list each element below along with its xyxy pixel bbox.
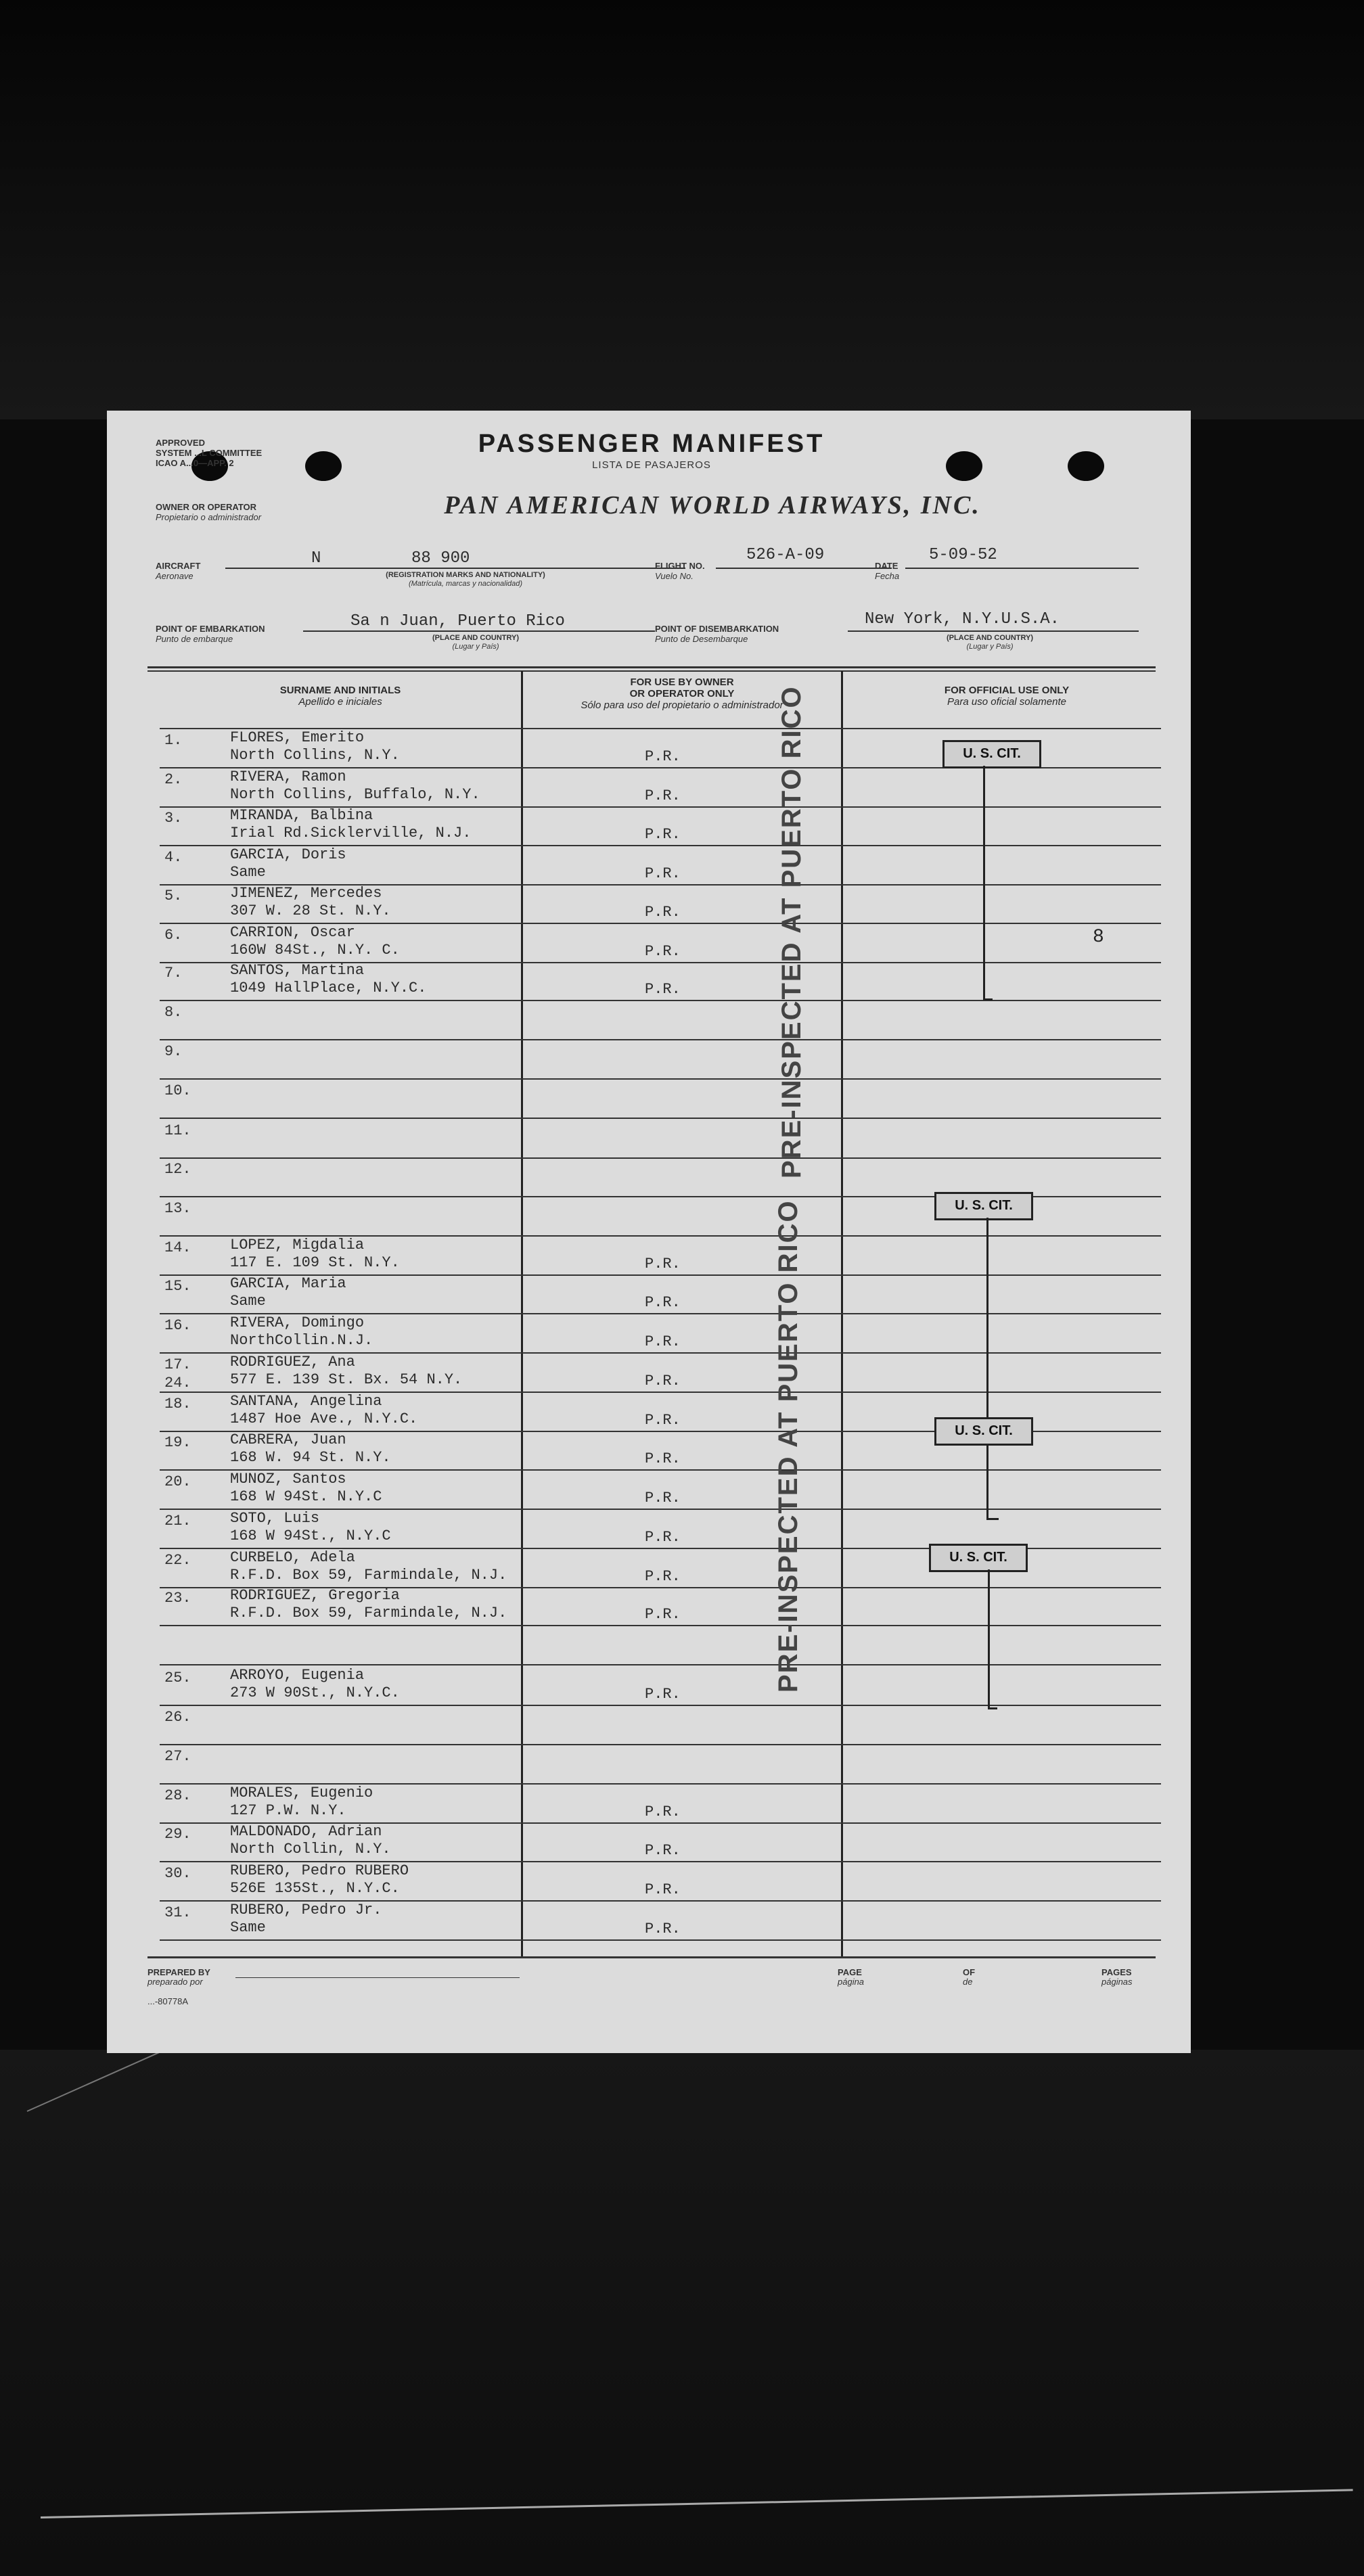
passenger-address: 160W 84St., N.Y. C.: [230, 942, 400, 959]
owner-header-line2: OR OPERATOR ONLY: [629, 688, 735, 699]
embarkation-value: Sa n Juan, Puerto Rico: [350, 612, 565, 630]
operator-code: P.R.: [645, 943, 681, 960]
flight-label: [655, 561, 705, 581]
passenger-address: 168 W 94St. N.Y.C: [230, 1488, 382, 1505]
passenger-address: 526E 135St., N.Y.C.: [230, 1880, 400, 1897]
row-number: 7.: [164, 965, 183, 982]
operator-code: P.R.: [645, 1333, 681, 1350]
passenger-address: North Collins, N.Y.: [230, 747, 400, 764]
owner-header-es: Sólo para uso del propietario o administrador: [581, 699, 783, 711]
embarkation-label: [156, 624, 265, 644]
surname-header-en: SURNAME AND INITIALS: [279, 685, 401, 696]
row-number: 31.: [164, 1904, 191, 1921]
passenger-name: GARCIA, Maria: [230, 1275, 346, 1292]
operator-code: P.R.: [645, 981, 681, 998]
passenger-name: SANTANA, Angelina: [230, 1393, 382, 1410]
passenger-address: North Collins, Buffalo, N.Y.: [230, 786, 480, 803]
operator-code: P.R.: [645, 1373, 681, 1389]
disembarkation-caption: [919, 634, 1061, 651]
passenger-address: Irial Rd.Sicklerville, N.J.: [230, 825, 472, 842]
date-label-es: Fecha: [875, 571, 900, 581]
row-number: 24.: [164, 1375, 191, 1392]
punch-hole-icon: [946, 451, 982, 481]
registration-caption-es: (Matrícula, marcas y nacionalidad): [408, 580, 523, 588]
embarkation-label-es: Punto de embarque: [156, 634, 233, 644]
embarkation-caption-es: (Lugar y País): [452, 643, 499, 651]
us-citizen-stamp: U. S. CIT.: [929, 1544, 1028, 1572]
row-rule: [160, 1625, 1161, 1626]
row-rule: [160, 1078, 1161, 1080]
passenger-address: 117 E. 109 St. N.Y.: [230, 1254, 400, 1271]
passenger-address: NorthCollin.N.J.: [230, 1332, 373, 1349]
page-subtitle: LISTA DE PASAJEROS: [592, 459, 711, 471]
passenger-name: FLORES, Emerito: [230, 729, 365, 746]
operator-code: P.R.: [645, 1412, 681, 1429]
row-number: 4.: [164, 849, 183, 866]
row-number: 3.: [164, 810, 183, 827]
registration-caption-en: (REGISTRATION MARKS AND NATIONALITY): [386, 571, 545, 579]
surname-header-es: Apellido e iniciales: [298, 696, 382, 708]
page-label-es: página: [838, 1977, 865, 1987]
film-border-top: [0, 0, 1364, 419]
aircraft-label-es: Aeronave: [156, 571, 194, 581]
row-rule: [160, 1157, 1161, 1159]
passenger-name: RODRIGUEZ, Gregoria: [230, 1587, 400, 1604]
embarkation-caption-en: (PLACE AND COUNTRY): [432, 634, 520, 642]
operator-code: P.R.: [645, 1294, 681, 1311]
date-rule: [905, 568, 1139, 569]
passenger-address: 1049 HallPlace, N.Y.C.: [230, 980, 427, 996]
flight-label-es: Vuelo No.: [655, 571, 694, 581]
registration-caption: [317, 571, 614, 589]
owner-label-en: OWNER OR OPERATOR: [156, 502, 257, 512]
row-number: 1.: [164, 732, 183, 749]
row-number: 20.: [164, 1473, 191, 1490]
us-citizen-stamp: U. S. CIT.: [934, 1192, 1033, 1220]
official-header-en: FOR OFFICIAL USE ONLY: [944, 685, 1070, 696]
passenger-name: SOTO, Luis: [230, 1510, 320, 1527]
embarkation-label-en: POINT OF EMBARKATION: [156, 624, 265, 634]
row-rule: [160, 1744, 1161, 1745]
passenger-address: North Collin, N.Y.: [230, 1841, 391, 1858]
page-label: [838, 1968, 864, 1987]
passenger-address: R.F.D. Box 59, Farmindale, N.J.: [230, 1605, 507, 1622]
aircraft-rule: [225, 568, 685, 569]
passenger-address: 168 W. 94 St. N.Y.: [230, 1449, 391, 1466]
passenger-address: 577 E. 139 St. Bx. 54 N.Y.: [230, 1371, 463, 1388]
operator-code: P.R.: [645, 1920, 681, 1937]
approval-line: APPROVED: [156, 438, 205, 448]
passenger-address: 273 W 90St., N.Y.C.: [230, 1684, 400, 1701]
column-header-surname: [161, 685, 520, 708]
registration-prefix: N: [311, 549, 321, 568]
prepared-by-rule: [235, 1977, 520, 1978]
operator-code: P.R.: [645, 1606, 681, 1623]
row-number: 30.: [164, 1865, 191, 1882]
passenger-address: 127 P.W. N.Y.: [230, 1802, 346, 1819]
passenger-name: RIVERA, Domingo: [230, 1314, 365, 1331]
prepared-by: [147, 1968, 210, 1987]
row-rule: [160, 1118, 1161, 1119]
table-bottom-rule: [147, 1956, 1156, 1958]
row-rule: [160, 1939, 1161, 1941]
pages-label-en: PAGES: [1101, 1967, 1132, 1977]
of-label-en: OF: [963, 1967, 976, 1977]
passenger-name: MORALES, Eugenio: [230, 1785, 373, 1801]
row-number: 10.: [164, 1082, 191, 1099]
operator-code: P.R.: [645, 787, 681, 804]
row-number: 17.: [164, 1356, 191, 1373]
company-name: PAN AMERICAN WORLD AIRWAYS, INC.: [444, 491, 981, 520]
row-number: 29.: [164, 1826, 191, 1843]
operator-code: P.R.: [645, 1450, 681, 1467]
passenger-address: R.F.D. Box 59, Farmindale, N.J.: [230, 1567, 507, 1584]
disembarkation-label-es: Punto de Desembarque: [655, 634, 748, 644]
date-value: 5-09-52: [929, 546, 997, 564]
prepared-by-es: preparado por: [147, 1977, 203, 1987]
passenger-name: MUNOZ, Santos: [230, 1471, 346, 1488]
aircraft-label: [156, 561, 200, 581]
flight-rule: [716, 568, 892, 569]
owner-header-line1: FOR USE BY OWNER: [630, 676, 734, 688]
flight-number: 526-A-09: [746, 546, 825, 564]
operator-code: P.R.: [645, 1490, 681, 1506]
approval-block: [156, 438, 262, 468]
passenger-name: SANTOS, Martina: [230, 962, 365, 979]
date-label: [875, 561, 899, 581]
official-count-mark: 8: [1093, 927, 1104, 948]
passenger-address: 168 W 94St., N.Y.C: [230, 1527, 391, 1544]
page-title: PASSENGER MANIFEST: [478, 430, 825, 458]
operator-code: P.R.: [645, 748, 681, 765]
stamp-bracket: [986, 1218, 988, 1519]
row-rule: [160, 1000, 1161, 1001]
disembarkation-caption-es: (Lugar y País): [966, 643, 1014, 651]
row-number: 9.: [164, 1043, 183, 1060]
row-number: 14.: [164, 1239, 191, 1256]
passenger-address: Same: [230, 1293, 266, 1310]
stamp-bracket-end: [986, 1518, 999, 1520]
aircraft-label-en: AIRCRAFT: [156, 561, 201, 571]
row-number: 6.: [164, 927, 183, 944]
passenger-name: LOPEZ, Migdalia: [230, 1237, 365, 1254]
passenger-name: MIRANDA, Balbina: [230, 807, 373, 824]
registration-value: 88 900: [411, 549, 470, 568]
passenger-address: Same: [230, 1919, 266, 1936]
preinspected-stamp: PRE-INSPECTED AT PUERTO RICO: [773, 1199, 803, 1693]
stamp-bracket-end: [983, 998, 993, 1001]
passenger-name: CARRION, Oscar: [230, 924, 355, 941]
column-header-official: [858, 685, 1156, 708]
table-top-rule: [147, 666, 1156, 668]
passenger-table: [134, 671, 1162, 1956]
punch-hole-icon: [1068, 451, 1104, 481]
passenger-name: ARROYO, Eugenia: [230, 1667, 365, 1684]
stamp-bracket-end: [988, 1707, 997, 1709]
row-number: 2.: [164, 771, 183, 788]
of-label-es: de: [963, 1977, 973, 1987]
embarkation-rule: [303, 630, 655, 632]
film-border-bottom: [0, 2050, 1364, 2576]
manifest-sheet: [107, 411, 1191, 2053]
row-number: 22.: [164, 1552, 191, 1569]
embarkation-caption: [405, 634, 547, 651]
form-number: ...-80778A: [147, 1996, 188, 2006]
row-number: 21.: [164, 1513, 191, 1530]
operator-code: P.R.: [645, 1686, 681, 1703]
pages-label: [1101, 1968, 1133, 1987]
punch-hole-icon: [305, 451, 342, 481]
disembarkation-value: New York, N.Y.U.S.A.: [865, 610, 1060, 628]
row-number: 19.: [164, 1434, 191, 1451]
passenger-address: 1487 Hoe Ave., N.Y.C.: [230, 1410, 418, 1427]
disembarkation-label-en: POINT OF DISEMBARKATION: [655, 624, 779, 634]
us-citizen-stamp: U. S. CIT.: [934, 1417, 1033, 1446]
row-number: 11.: [164, 1122, 191, 1139]
operator-code: P.R.: [645, 1842, 681, 1859]
row-number: 18.: [164, 1396, 191, 1412]
passenger-name: CURBELO, Adela: [230, 1549, 355, 1566]
row-number: 23.: [164, 1590, 191, 1607]
disembarkation-label: [655, 624, 779, 644]
row-number: 5.: [164, 888, 183, 904]
of-label: [963, 1968, 975, 1987]
operator-code: P.R.: [645, 1568, 681, 1585]
row-number: 16.: [164, 1317, 191, 1334]
date-label-en: DATE: [875, 561, 899, 571]
passenger-name: MALDONADO, Adrian: [230, 1823, 382, 1840]
us-citizen-stamp: U. S. CIT.: [942, 740, 1041, 768]
operator-code: P.R.: [645, 865, 681, 882]
passenger-name: RUBERO, Pedro Jr.: [230, 1902, 382, 1918]
row-number: 27.: [164, 1748, 191, 1765]
row-rule: [160, 1705, 1161, 1706]
passenger-name: RODRIGUEZ, Ana: [230, 1354, 355, 1371]
owner-label: [156, 502, 261, 522]
disembarkation-rule: [848, 630, 1139, 632]
stamp-bracket: [983, 766, 985, 999]
row-number: 28.: [164, 1787, 191, 1804]
operator-code: P.R.: [645, 904, 681, 921]
approval-line: ICAO A...0—APP. 2: [156, 458, 234, 468]
passenger-name: JIMENEZ, Mercedes: [230, 885, 382, 902]
operator-code: P.R.: [645, 1529, 681, 1546]
row-number: 8.: [164, 1004, 183, 1021]
operator-code: P.R.: [645, 826, 681, 843]
passenger-name: RUBERO, Pedro RUBERO: [230, 1862, 409, 1879]
operator-code: P.R.: [645, 1803, 681, 1820]
passenger-name: RIVERA, Ramon: [230, 768, 346, 785]
row-rule: [160, 1664, 1161, 1665]
page-label-en: PAGE: [838, 1967, 862, 1977]
official-header-es: Para uso oficial solamente: [947, 696, 1066, 708]
disembarkation-caption-en: (PLACE AND COUNTRY): [946, 634, 1034, 642]
operator-code: P.R.: [645, 1881, 681, 1898]
row-number: 15.: [164, 1278, 191, 1295]
owner-label-es: Propietario o administrador: [156, 512, 262, 522]
row-rule: [160, 1039, 1161, 1040]
passenger-name: CABRERA, Juan: [230, 1431, 346, 1448]
row-number: 13.: [164, 1200, 191, 1217]
header-rule: [160, 728, 1161, 729]
passenger-name: GARCIA, Doris: [230, 846, 346, 863]
preinspected-stamp: PRE-INSPECTED AT PUERTO RICO: [777, 685, 806, 1178]
passenger-address: Same: [230, 864, 266, 881]
row-number: 25.: [164, 1670, 191, 1686]
row-number: 12.: [164, 1161, 191, 1178]
approval-line: SYSTEM ...L COMMITTEE: [156, 448, 263, 458]
prepared-by-en: PREPARED BY: [147, 1967, 210, 1977]
flight-label-en: FLIGHT NO.: [655, 561, 705, 571]
passenger-address: 307 W. 28 St. N.Y.: [230, 902, 391, 919]
stamp-bracket: [988, 1569, 990, 1709]
operator-code: P.R.: [645, 1256, 681, 1272]
pages-label-es: páginas: [1101, 1977, 1133, 1987]
row-number: 26.: [164, 1709, 191, 1726]
